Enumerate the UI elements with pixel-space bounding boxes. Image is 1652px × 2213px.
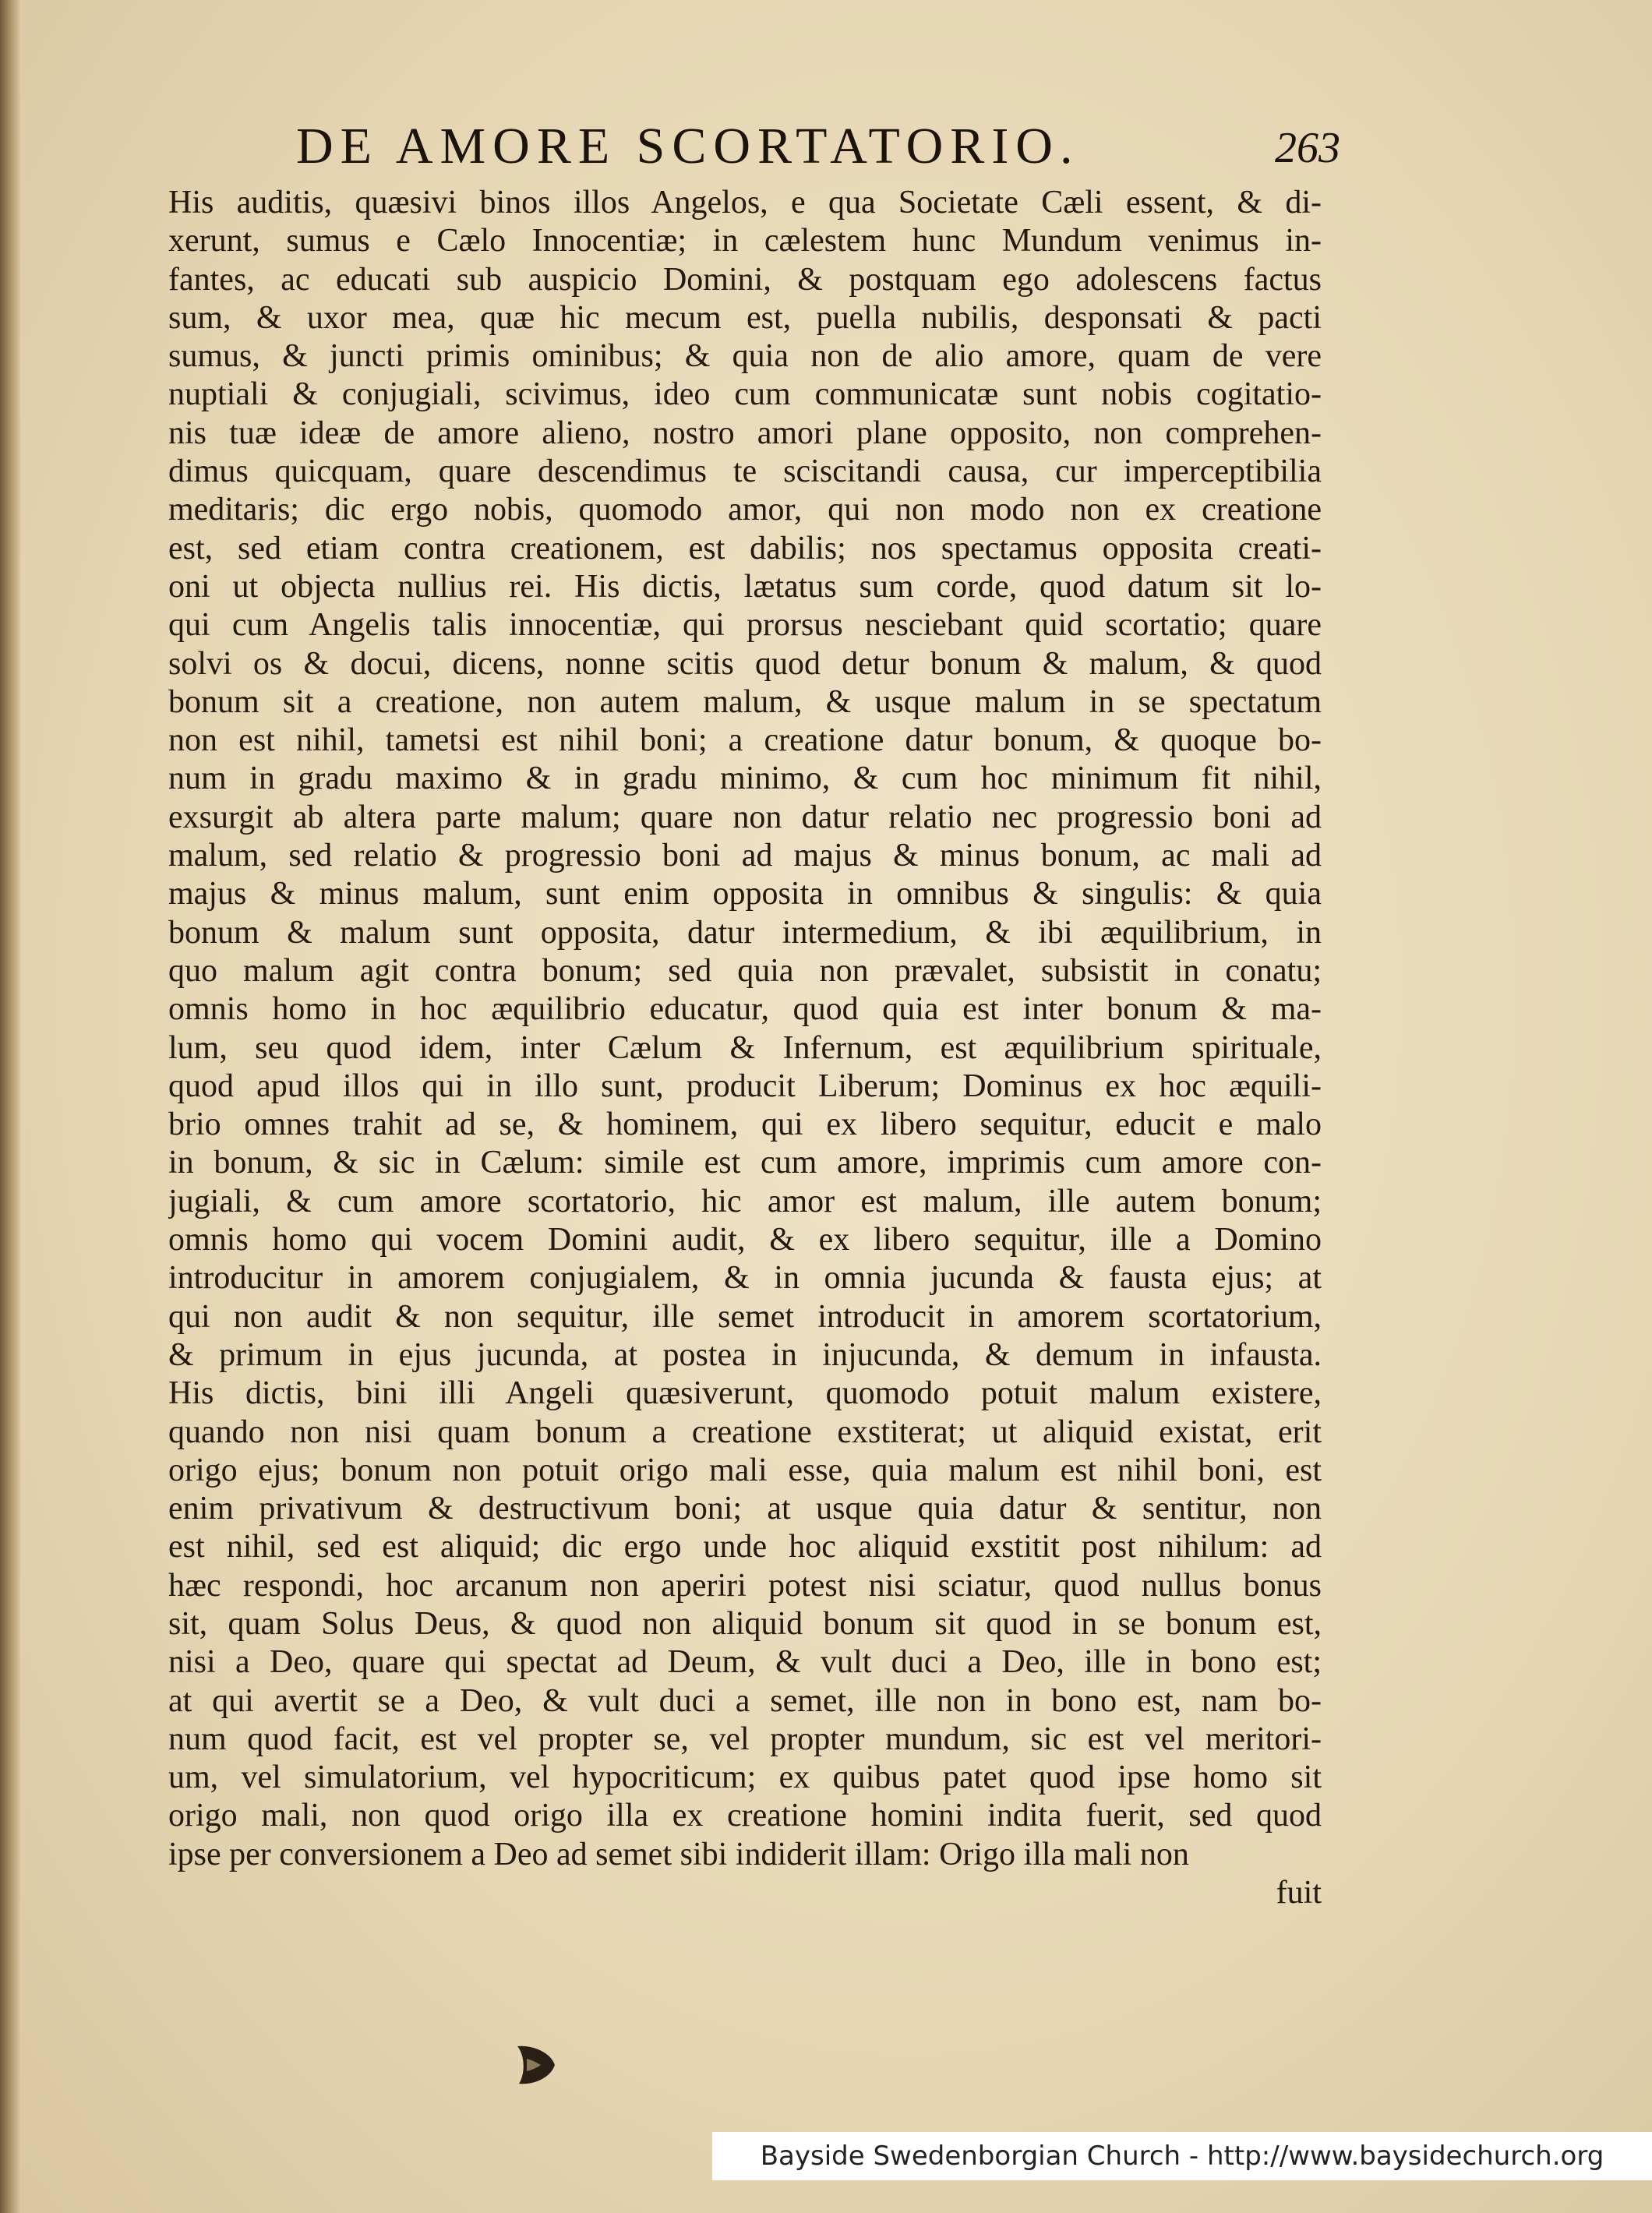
page-number: 263 (1275, 124, 1340, 172)
text-line: fantes, ac educati sub auspicio Domini, & postquam ego adolescens factus (168, 261, 1322, 298)
text-line: oni ut objecta nullius rei. His dictis, lætatus sum corde, quod datum sit lo- (168, 568, 1322, 605)
text-line: est, sed etiam contra creationem, est dabilis; nos spectamus opposita creati- (168, 530, 1322, 566)
text-line: omnis homo in hoc æquilibrio educatur, quod quia est inter bonum & ma- (168, 991, 1322, 1028)
text-line: origo ejus; bonum non potuit origo mali esse, quia malum est nihil boni, est (168, 1452, 1322, 1488)
text-line: at qui avertit se a Deo, & vult duci a semet, ille non in bono est, nam bo- (168, 1682, 1322, 1719)
text-line: enim privativum & destructivum boni; at usque quia datur & sentitur, non (168, 1491, 1322, 1527)
printers-ornament-icon (514, 2042, 559, 2088)
text-line: His auditis, quæsivi binos illos Angelos, e qua Societate Cæli essent, & di- (168, 185, 1322, 221)
text-line: majus & minus malum, sunt enim opposita in omnibus & singulis: & quia (168, 876, 1322, 912)
text-line: non est nihil, tametsi est nihil boni; a creatione datur bonum, & quoque bo- (168, 722, 1322, 759)
text-line: jugiali, & cum amore scortatorio, hic amor est malum, ille autem bonum; (168, 1183, 1322, 1219)
text-line: & primum in ejus jucunda, at postea in injucunda, & demum in infausta. (168, 1336, 1322, 1373)
body-text (168, 184, 1322, 1912)
text-line: qui cum Angelis talis innocentiæ, qui prorsus nesciebant quid scortatio; quare (168, 607, 1322, 644)
text-line: nuptiali & conjugiali, scivimus, ideo cum communicatæ sunt nobis cogitatio- (168, 376, 1322, 413)
text-line: quod apud illos qui in illo sunt, producit Liberum; Dominus ex hoc æquili- (168, 1068, 1322, 1104)
text-line: num in gradu maximo & in gradu minimo, & cum hoc minimum fit nihil, (168, 761, 1322, 797)
binding-edge (0, 0, 20, 2213)
text-line: malum, sed relatio & progressio boni ad majus & minus bonum, ac mali ad (168, 838, 1322, 874)
text-line: brio omnes trahit ad se, & hominem, qui ex libero sequitur, educit e malo (168, 1106, 1322, 1143)
text-line: num quod facit, est vel propter se, vel propter mundum, sic est vel meritori- (168, 1721, 1322, 1757)
text-line: dimus quicquam, quare descendimus te sciscitandi causa, cur imperceptibilia (168, 454, 1322, 490)
text-line: bonum & malum sunt opposita, datur intermedium, & ibi æquilibrium, in (168, 914, 1322, 951)
text-line: est nihil, sed est aliquid; dic ergo unde hoc aliquid exstitit post nihilum: ad (168, 1529, 1322, 1565)
page-header (296, 117, 1340, 187)
text-line: lum, seu quod idem, inter Cælum & Infernum, est æquilibrium spirituale, (168, 1029, 1322, 1066)
text-line: qui non audit & non sequitur, ille semet introducit in amorem scortatorium, (168, 1298, 1322, 1335)
text-line: bonum sit a creatione, non autem malum, & usque malum in se spectatum (168, 683, 1322, 720)
text-line: omnis homo qui vocem Domini audit, & ex libero sequitur, ille a Domino (168, 1222, 1322, 1258)
text-line: solvi os & docui, dicens, nonne scitis quod detur bonum & malum, & quod (168, 645, 1322, 682)
text-line: sit, quam Solus Deus, & quod non aliquid bonum sit quod in se bonum est, (168, 1605, 1322, 1642)
text-line: ipse per conversionem a Deo ad semet sibi indiderit illam: Origo illa mali non (168, 1836, 1189, 1872)
text-line: sum, & uxor mea, quæ hic mecum est, puella nubilis, desponsati & pacti (168, 299, 1322, 336)
text-line: nis tuæ ideæ de amore alieno, nostro amori plane opposito, non comprehen- (168, 415, 1322, 451)
text-line: meditaris; dic ergo nobis, quomodo amor, qui non modo non ex creatione (168, 492, 1322, 528)
text-line: exsurgit ab altera parte malum; quare non datur relatio nec progressio boni ad (168, 799, 1322, 835)
catchword: fuit (1276, 1875, 1322, 1911)
text-line: nisi a Deo, quare qui spectat ad Deum, & vult duci a Deo, ille in bono est; (168, 1644, 1322, 1681)
text-line: introducitur in amorem conjugialem, & in omnia jucunda & fausta ejus; at (168, 1260, 1322, 1297)
footer-credit[interactable]: Bayside Swedenborgian Church - http://www.baysidechurch.org (712, 2132, 1652, 2180)
text-line: um, vel simulatorium, vel hypocriticum; ex quibus patet quod ipse homo sit (168, 1759, 1322, 1796)
text-line: in bonum, & sic in Cælum: simile est cum amore, imprimis cum amore con- (168, 1145, 1322, 1181)
text-line: hæc respondi, hoc arcanum non aperiri potest nisi sciatur, quod nullus bonus (168, 1567, 1322, 1604)
text-line: xerunt, sumus e Cælo Innocentiæ; in cælestem hunc Mundum venimus in- (168, 223, 1322, 259)
text-line: quo malum agit contra bonum; sed quia non prævalet, subsistit in conatu; (168, 952, 1322, 989)
running-title: DE AMORE SCORTATORIO. (296, 118, 1080, 175)
text-line: quando non nisi quam bonum a creatione exstiterat; ut aliquid existat, erit (168, 1414, 1322, 1450)
text-line: origo mali, non quod origo illa ex creatione homini indita fuerit, sed quod (168, 1798, 1322, 1834)
text-line: sumus, & juncti primis ominibus; & quia non de alio amore, quam de vere (168, 338, 1322, 375)
text-line: His dictis, bini illi Angeli quæsiverunt, quomodo potuit malum existere, (168, 1375, 1322, 1412)
